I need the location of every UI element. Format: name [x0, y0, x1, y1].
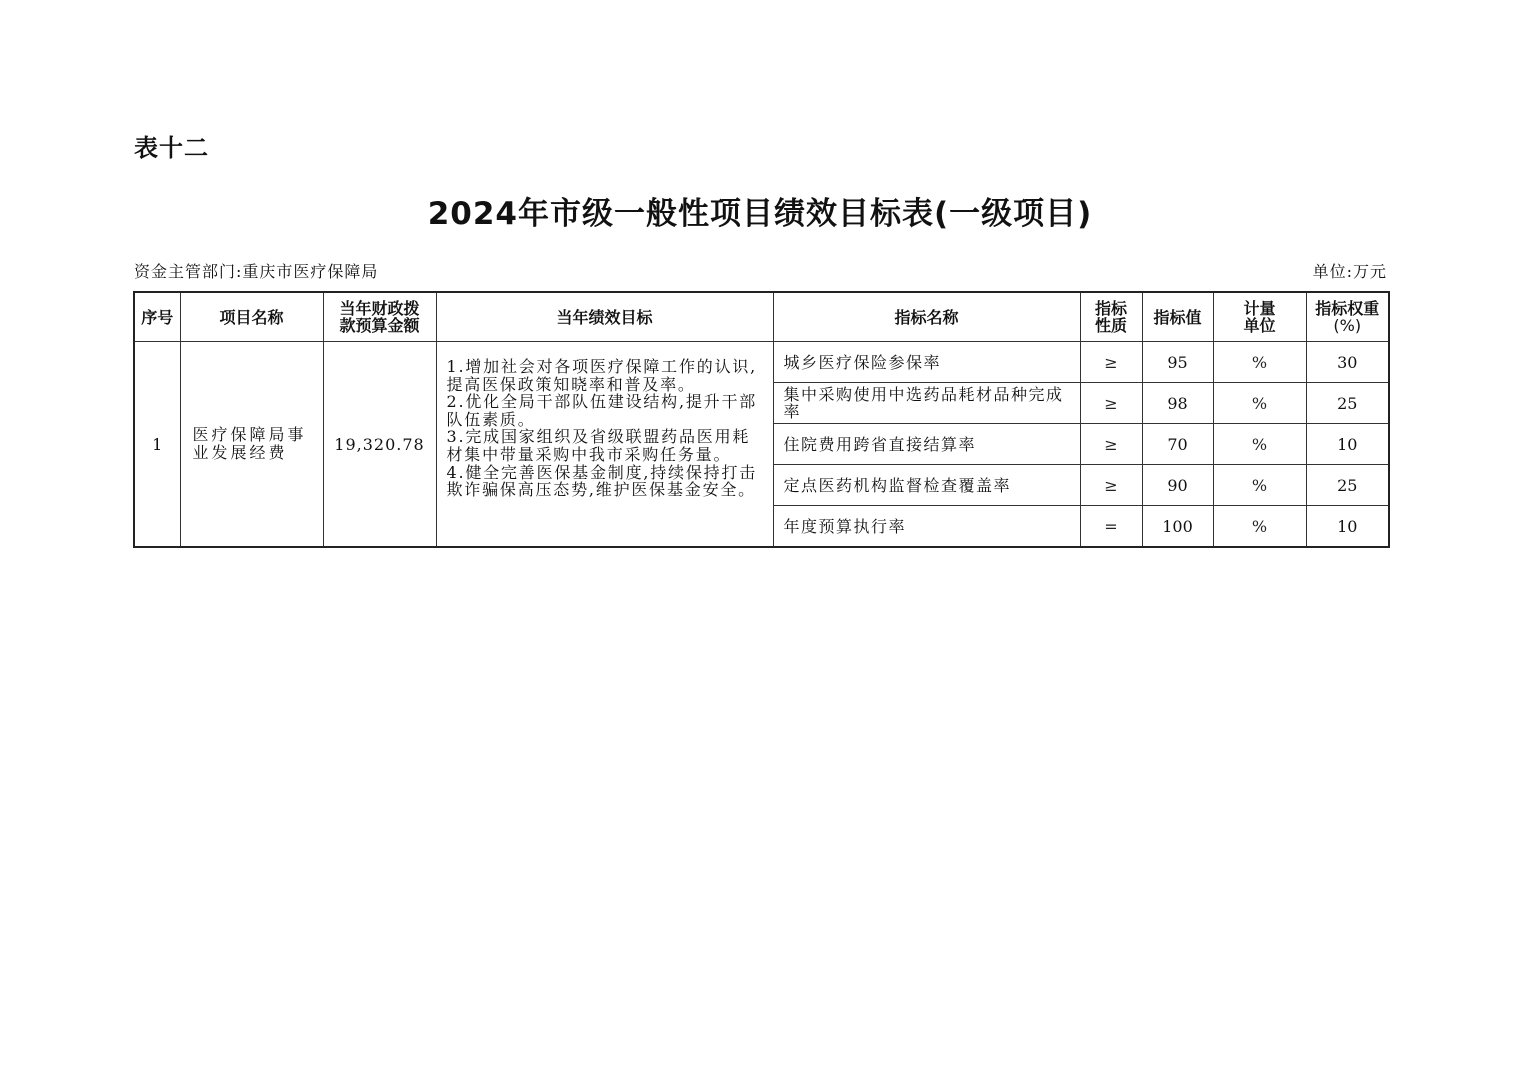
header-nature: [1080, 292, 1142, 342]
table-row: [134, 342, 1389, 383]
project-seq: 1: [134, 342, 180, 548]
goal-item: 3.完成国家组织及省级联盟药品医用耗材集中带量采购中我市采购任务量。: [446, 427, 751, 464]
currency-unit: 单位:万元: [1312, 262, 1387, 281]
indicator-weight: 25: [1306, 383, 1389, 424]
indicator-value: 100: [1142, 506, 1213, 548]
page-title: 2024年市级一般性项目绩效目标表(一级项目): [427, 196, 1093, 232]
indicator-name: 集中采购使用中选药品耗材品种完成率: [773, 383, 1080, 424]
header-value: 指标值: [1142, 292, 1213, 342]
header-budget-line2: 款预算金额: [339, 316, 420, 335]
goal-item: 2.优化全局干部队伍建设结构,提升干部队伍素质。: [446, 392, 758, 429]
indicator-weight: 10: [1306, 424, 1389, 465]
indicator-nature: ≥: [1080, 424, 1142, 465]
indicator-unit: %: [1213, 465, 1306, 506]
indicator-value: 70: [1142, 424, 1213, 465]
project-goals: [436, 342, 773, 548]
indicator-unit: %: [1213, 342, 1306, 383]
indicator-nature: ≥: [1080, 465, 1142, 506]
indicator-name: 定点医药机构监督检查覆盖率: [773, 465, 1080, 506]
header-unit: [1213, 292, 1306, 342]
indicator-weight: 30: [1306, 342, 1389, 383]
header-unit-line1: 计量: [1243, 299, 1276, 318]
project-budget: 19,320.78: [323, 342, 436, 548]
header-row: [134, 292, 1389, 342]
header-weight-line2: (%): [1333, 316, 1362, 335]
indicator-unit: %: [1213, 506, 1306, 548]
header-weight: [1306, 292, 1389, 342]
funding-department: 资金主管部门:重庆市医疗保障局: [134, 262, 379, 281]
indicator-nature: ≥: [1080, 342, 1142, 383]
indicator-unit: %: [1213, 424, 1306, 465]
indicator-name: 住院费用跨省直接结算率: [773, 424, 1080, 465]
header-unit-line2: 单位: [1243, 316, 1276, 335]
header-indicator-name: 指标名称: [773, 292, 1080, 342]
header-nature-line2: 性质: [1094, 316, 1127, 335]
indicator-value: 90: [1142, 465, 1213, 506]
header-goal: 当年绩效目标: [436, 292, 773, 342]
header-budget-line1: 当年财政拨: [339, 299, 420, 318]
indicator-weight: 25: [1306, 465, 1389, 506]
goal-item: 4.健全完善医保基金制度,持续保持打击欺诈骗保高压态势,维护医保基金安全。: [446, 462, 758, 500]
indicator-name: 年度预算执行率: [773, 506, 1080, 548]
indicator-nature: ≥: [1080, 383, 1142, 424]
header-seq: 序号: [134, 292, 180, 342]
header-weight-line1: 指标权重: [1315, 299, 1380, 318]
indicator-name: 城乡医疗保险参保率: [773, 342, 1080, 383]
indicator-nature: =: [1080, 506, 1142, 548]
project-name: 医疗保障局事业发展经费: [180, 342, 323, 548]
header-project-name: 项目名称: [180, 292, 323, 342]
indicator-value: 95: [1142, 342, 1213, 383]
performance-target-table: [133, 291, 1390, 548]
goal-item: 1.增加社会对各项医疗保障工作的认识,提高医保政策知晓率和普及率。: [446, 357, 758, 394]
indicator-value: 98: [1142, 383, 1213, 424]
table-label: 表十二: [134, 134, 209, 162]
header-nature-line1: 指标: [1094, 299, 1127, 318]
header-budget: [323, 292, 436, 342]
indicator-weight: 10: [1306, 506, 1389, 548]
indicator-unit: %: [1213, 383, 1306, 424]
